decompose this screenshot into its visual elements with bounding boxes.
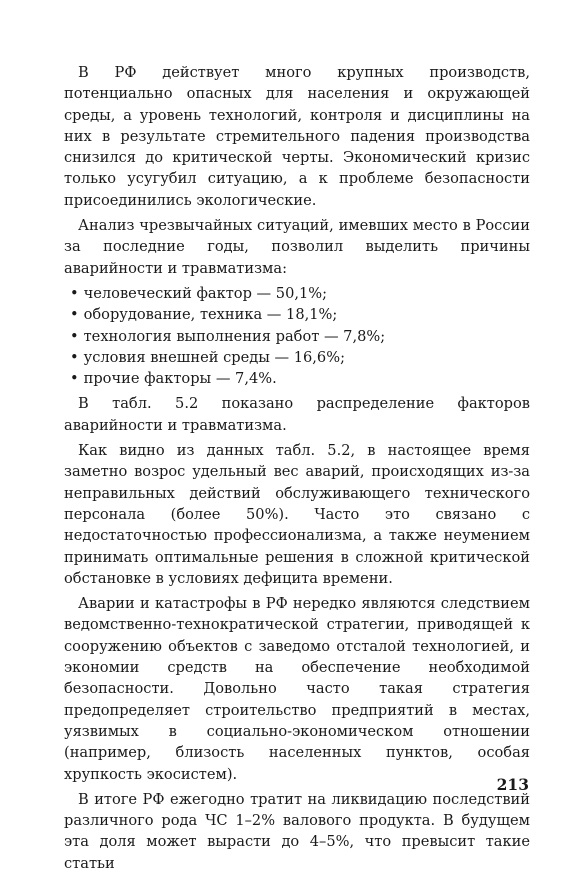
paragraph-table-reference: В табл. 5.2 показано распределение факторов аварийности и травматизма. <box>64 395 530 434</box>
causes-list <box>64 283 530 389</box>
paragraph-emergency-analysis: Анализ чрезвычайных ситуаций, имевших место в России за последние годы, позволил выделить причины аварийности и травматизма: <box>64 217 530 277</box>
list-item: • технология выполнения работ — 7,8%; <box>64 326 530 347</box>
paragraph-strategy: Аварии и катастрофы в РФ нередко являются следствием ведомственно-технократической стратегии, приводящей к сооружению объектов с заведомо отсталой технологией, и экономии средств на обеспечение необходимой безопасности. Довольно часто такая стратегия предопределяет строительство предприятий в местах, уязвимых в социально-экономическом отношении (например, близость населенных пунктов, особая хрупкость экосистем). <box>64 595 530 783</box>
page-number: 213 <box>496 775 529 794</box>
list-item: • прочие факторы — 7,4%. <box>64 368 530 389</box>
paragraph-costs: В итоге РФ ежегодно тратит на ликвидацию последствий различного рода ЧС 1–2% валового продукта. В будущем эта доля может вырасти до 4–5%, что превысит такие статьи <box>64 790 530 872</box>
list-item: • человеческий фактор — 50,1%; <box>64 283 530 304</box>
page-body <box>64 62 530 878</box>
paragraph-industry-risk: В РФ действует много крупных производств, потенциально опасных для населения и окружающей среды, а уровень технологий, контроля и дисциплины на них в результате стремительного падения производства снизился до критической черты. Экономический кризис только усугубил ситуацию, а к проблеме безопасности присоединились экологические. <box>64 64 530 209</box>
list-item: • условия внешней среды — 16,6%; <box>64 347 530 368</box>
list-item: • оборудование, техника — 18,1%; <box>64 304 530 325</box>
paragraph-personnel-errors: Как видно из данных табл. 5.2, в настоящее время заметно возрос удельный вес аварий, происходящих из-за неправильных действий обслуживающего технического персонала (более 50%). Часто это связано с недостаточностью профессионализма, а также неумением принимать оптимальные решения в сложной критической обстановке в условиях дефицита времени. <box>64 442 530 587</box>
